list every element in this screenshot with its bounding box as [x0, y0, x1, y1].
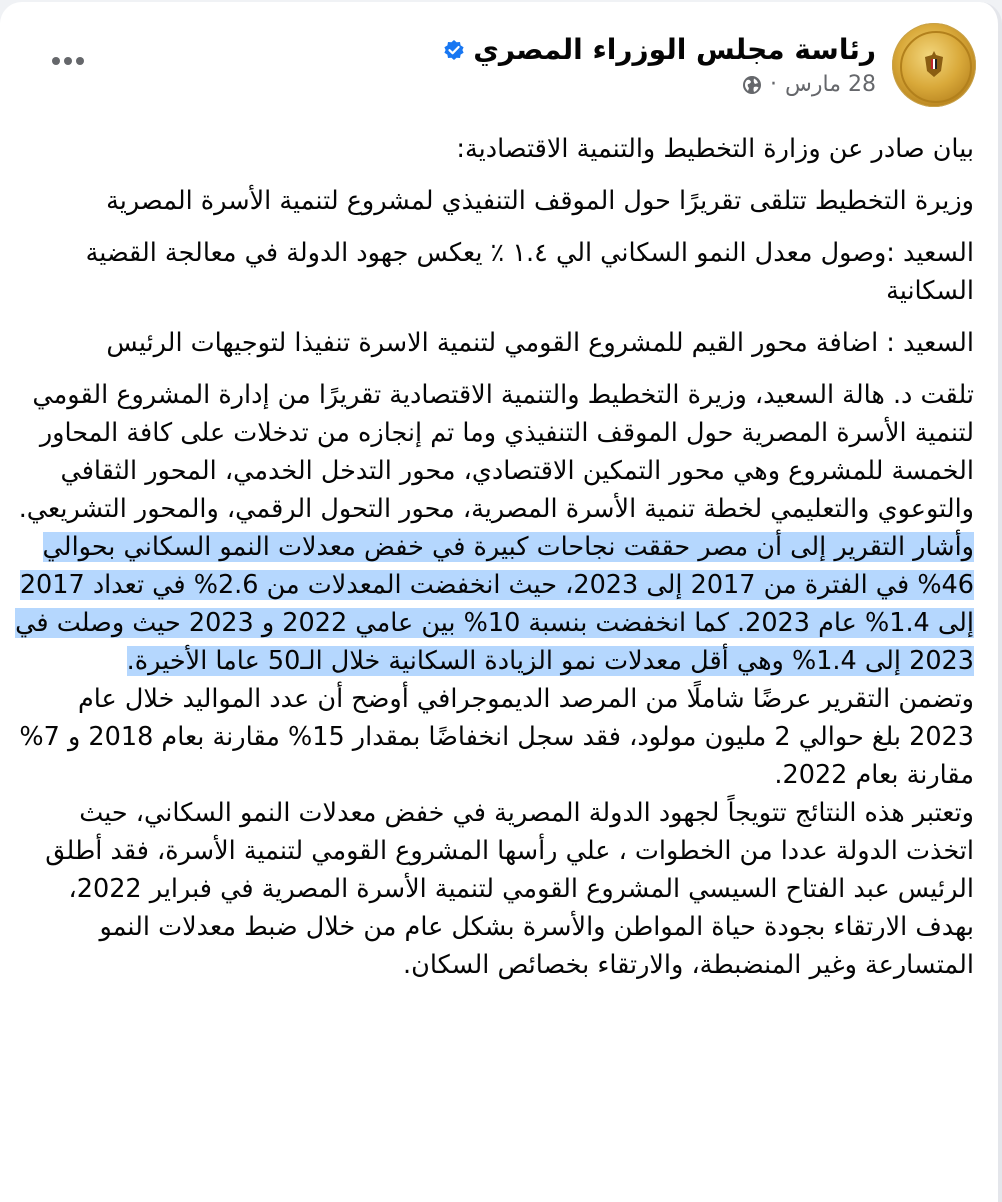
- post-meta: [443, 33, 876, 97]
- post-date[interactable]: 28 مارس: [785, 72, 876, 97]
- post-header: [443, 20, 976, 110]
- verified-badge-icon: [443, 39, 465, 61]
- post-paragraph-births: وتضمن التقرير عرضًا شاملًا من المرصد الديموجرافي أوضح أن عدد المواليد خلال عام 2023 بلغ حوالي 2 مليون مولود، فقد سجل انخفاضًا بمقدار 15% مقارنة بعام 2018 و 7% مقارنة بعام 2022.: [19, 684, 974, 790]
- avatar[interactable]: [892, 23, 976, 107]
- separator: ·: [770, 72, 778, 97]
- eagle-emblem-icon: [923, 49, 945, 79]
- post-subline: [443, 72, 876, 97]
- post-card: [0, 2, 1002, 1202]
- post-paragraph-report: تلقت د. هالة السعيد، وزيرة التخطيط والتنمية الاقتصادية تقريرًا من إدارة المشروع القومي لتنمية الأسرة المصرية حول الموقف التنفيذي وما تم إنجازه من تدخلات على كافة المحاور الخمسة للمشروع وهي محور التمكين الاقتصادي، محور التدخل الخدمي، المحور الثقافي والتوعوي والتعليمي لخطة تنمية الأسرة المصرية، محور التحول الرقمي، والمحور التشريعي.: [18, 380, 974, 524]
- post-paragraph-quote-2: السعيد : اضافة محور القيم للمشروع القومي لتنمية الاسرة تنفيذا لتوجيهات الرئيس: [106, 328, 974, 358]
- post-paragraph-quote-1: السعيد :وصول معدل النمو السكاني الي ١.٤ ٪ يعكس جهود الدولة في معالجة القضية السكانية: [85, 238, 974, 306]
- more-options-icon-dot: [64, 57, 72, 65]
- post-paragraph-conclusion: وتعتبر هذه النتائج تتويجاً لجهود الدولة المصرية في خفض معدلات النمو السكاني، حيث اتخذت الدولة عددا من الخطوات ، علي رأسها المشروع القومي لتنمية الأسرة، فقد أطلق الرئيس عبد الفتاح السيسي المشروع القومي لتنمية الأسرة المصرية في فبراير 2022، بهدف الارتقاء بجودة حياة المواطن والأسرة بشكل عام من خلال ضبط معدلات النمو المتسارعة وغير المنضبطة، والارتقاء بخصائص السكان.: [45, 798, 974, 980]
- author-name[interactable]: رئاسة مجلس الوزراء المصري: [473, 33, 876, 66]
- post-paragraph-heading: بيان صادر عن وزارة التخطيط والتنمية الاقتصادية:: [456, 134, 974, 164]
- post-body: [14, 130, 974, 984]
- selected-text[interactable]: وأشار التقرير إلى أن مصر حققت نجاحات كبيرة في خفض معدلات النمو السكاني بحوالي 46% في الفترة من 2017 إلى 2023، حيث انخفضت المعدلات من 2.6% في تعداد 2017 إلى 1.4% عام 2023. كما انخفضت بنسبة 10% بين عامي 2022 و 2023 حيث وصلت في 2023 إلى 1.4% وهي أقل معدلات نمو الزيادة السكانية خلال الـ50 عاما الأخيرة.: [15, 532, 974, 676]
- post-paragraph-highlighted: [14, 528, 974, 680]
- post-paragraph-subtitle: وزيرة التخطيط تتلقى تقريرًا حول الموقف التنفيذي لمشروع لتنمية الأسرة المصرية: [106, 186, 974, 216]
- more-options-icon-dot: [76, 57, 84, 65]
- globe-icon[interactable]: [742, 75, 762, 95]
- more-options-button[interactable]: [52, 54, 86, 68]
- author-row: [443, 33, 876, 66]
- more-options-icon: [52, 57, 60, 65]
